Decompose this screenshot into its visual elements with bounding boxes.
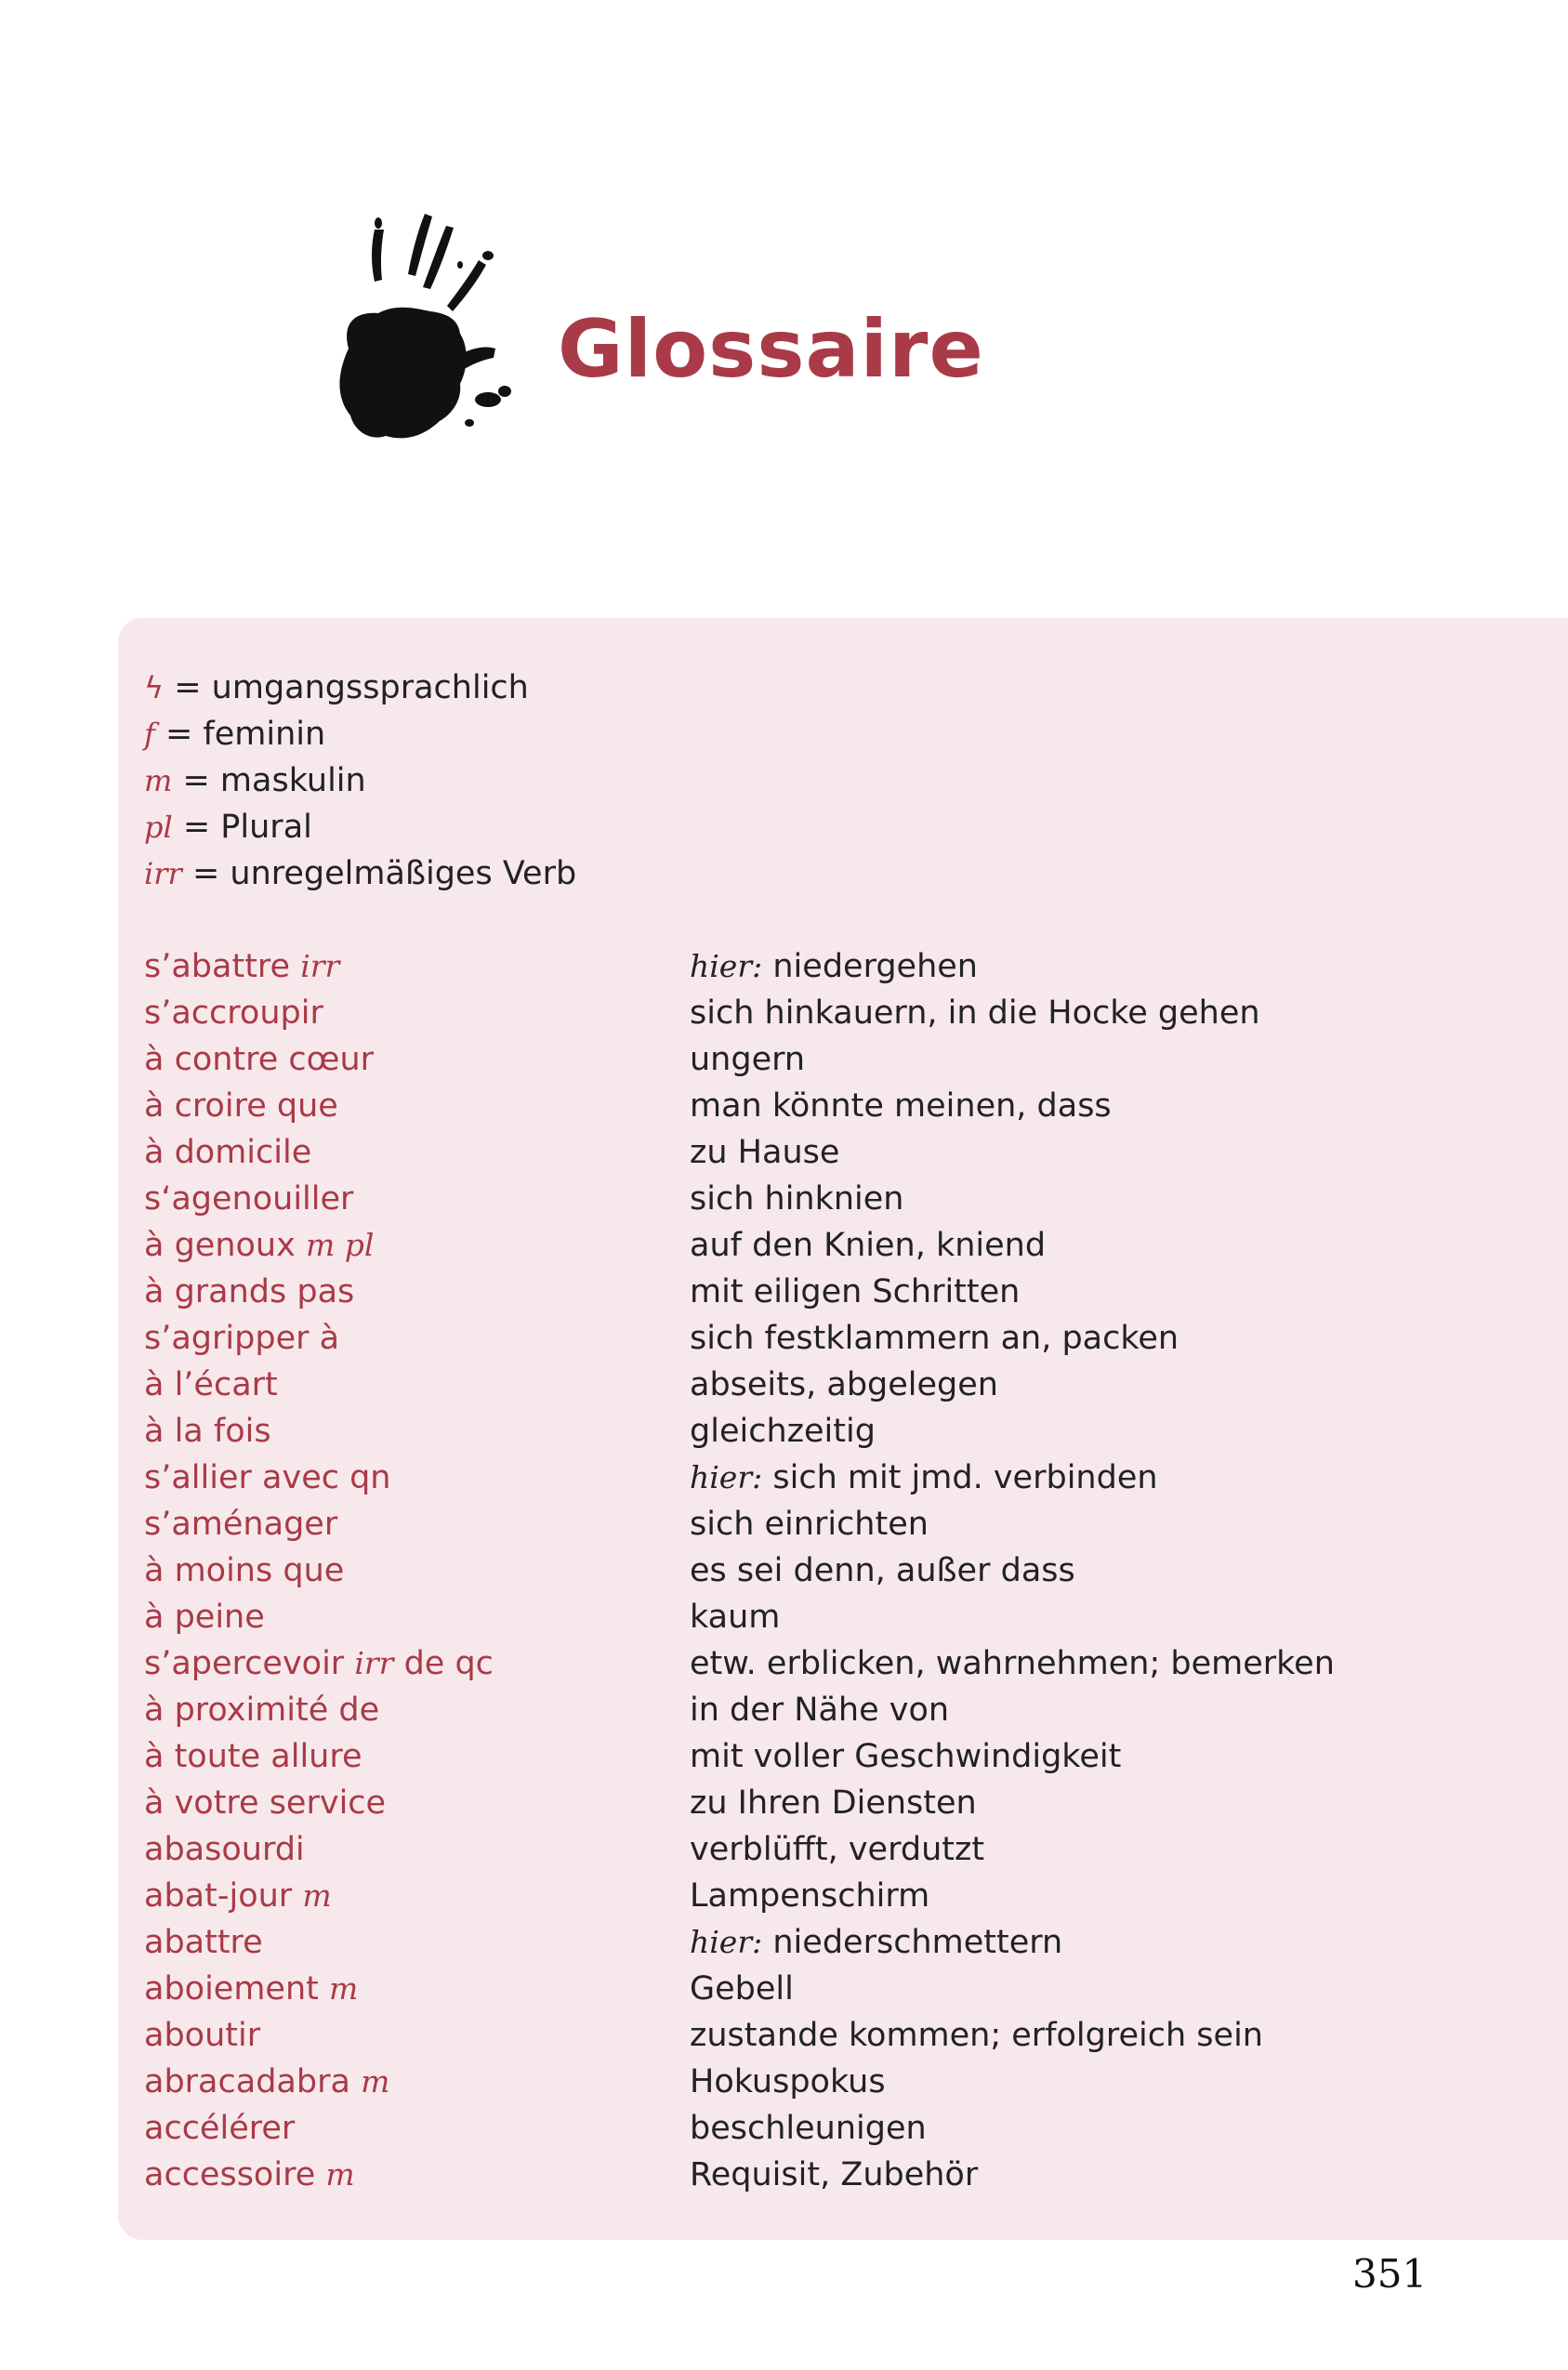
translation-text: gleichzeitig bbox=[690, 1413, 876, 1450]
glossary-entry bbox=[144, 1083, 1445, 1129]
abbreviation-legend bbox=[144, 665, 576, 897]
german-translation bbox=[690, 943, 978, 990]
german-translation bbox=[690, 1083, 1112, 1129]
glossary-entry bbox=[144, 1315, 1445, 1362]
term-text: à contre cœur bbox=[144, 1041, 375, 1078]
legend-text: = feminin bbox=[154, 716, 326, 753]
french-term bbox=[144, 1315, 339, 1362]
grammar-label: irr bbox=[300, 948, 340, 984]
term-text: s’agripper à bbox=[144, 1320, 340, 1357]
translation-text: mit eiligen Schritten bbox=[690, 1273, 1021, 1310]
german-translation bbox=[690, 2059, 886, 2105]
term-text: à toute allure bbox=[144, 1738, 362, 1775]
term-text: s‘agenouiller bbox=[144, 1180, 354, 1218]
term-text: à domicile bbox=[144, 1134, 312, 1171]
translation-text: sich einrichten bbox=[690, 1506, 929, 1543]
translation-text: zu Hause bbox=[690, 1134, 840, 1171]
glossary-entry bbox=[144, 1594, 1445, 1640]
context-label: hier: bbox=[690, 1924, 763, 1960]
french-term bbox=[144, 1873, 332, 1919]
german-translation bbox=[690, 1687, 949, 1733]
legend-abbr: f bbox=[144, 717, 155, 752]
german-translation bbox=[690, 990, 1260, 1036]
legend-text: = unregelmäßiges Verb bbox=[181, 855, 577, 892]
grammar-label: m bbox=[325, 2156, 355, 2192]
french-term bbox=[144, 1919, 263, 1966]
legend-text: = Plural bbox=[172, 809, 312, 846]
term-suffix: de qc bbox=[403, 1645, 494, 1682]
french-term bbox=[144, 1408, 271, 1455]
translation-text: sich mit jmd. verbinden bbox=[772, 1459, 1158, 1496]
term-text: accessoire bbox=[144, 2156, 316, 2193]
colloquial-icon: ϟ bbox=[144, 670, 165, 705]
translation-text: Lampenschirm bbox=[690, 1877, 930, 1915]
german-translation bbox=[690, 2105, 927, 2152]
glossary-entry bbox=[144, 1362, 1445, 1408]
french-term bbox=[144, 1129, 311, 1176]
term-text: accélérer bbox=[144, 2110, 296, 2147]
german-translation bbox=[690, 1455, 1158, 1501]
german-translation bbox=[690, 1640, 1335, 1687]
page-number: 351 bbox=[1352, 2251, 1428, 2297]
glossary-entry bbox=[144, 2105, 1445, 2152]
legend-text: = maskulin bbox=[172, 762, 366, 799]
grammar-label: m bbox=[361, 2063, 390, 2100]
context-label: hier: bbox=[690, 948, 763, 984]
term-text: à la fois bbox=[144, 1413, 271, 1450]
term-text: abasourdi bbox=[144, 1831, 305, 1868]
german-translation bbox=[690, 1129, 839, 1176]
translation-text: es sei denn, außer dass bbox=[690, 1552, 1075, 1589]
german-translation bbox=[690, 1315, 1179, 1362]
translation-text: Requisit, Zubehör bbox=[690, 2156, 979, 2193]
glossary-entry bbox=[144, 2059, 1445, 2105]
term-text: s’aménager bbox=[144, 1506, 338, 1543]
glossary-entry bbox=[144, 1547, 1445, 1594]
term-text: s’allier avec qn bbox=[144, 1459, 391, 1496]
german-translation bbox=[690, 1408, 876, 1455]
glossary-entry bbox=[144, 1036, 1445, 1083]
german-translation bbox=[690, 1966, 794, 2012]
translation-text: niederschmettern bbox=[772, 1924, 1063, 1961]
french-term bbox=[144, 990, 323, 1036]
german-translation bbox=[690, 1919, 1062, 1966]
legend-text: = umgangssprachlich bbox=[164, 669, 529, 706]
grammar-label: m pl bbox=[305, 1227, 375, 1263]
translation-text: zu Ihren Diensten bbox=[690, 1784, 977, 1822]
german-translation bbox=[690, 1826, 984, 1873]
translation-text: sich hinkauern, in die Hocke gehen bbox=[690, 994, 1260, 1032]
french-term bbox=[144, 1455, 391, 1501]
grammar-label: m bbox=[302, 1877, 332, 1914]
translation-text: zustande kommen; erfolgreich sein bbox=[690, 2017, 1263, 2054]
german-translation bbox=[690, 1733, 1121, 1780]
translation-text: etw. erblicken, wahrnehmen; bemerken bbox=[690, 1645, 1335, 1682]
glossary-entry bbox=[144, 943, 1445, 990]
translation-text: beschleunigen bbox=[690, 2110, 927, 2147]
legend-item bbox=[144, 665, 576, 711]
translation-text: verblüfft, verdutzt bbox=[690, 1831, 985, 1868]
term-text: à grands pas bbox=[144, 1273, 355, 1310]
glossary-entry bbox=[144, 1687, 1445, 1733]
glossary-entry bbox=[144, 1129, 1445, 1176]
french-term bbox=[144, 943, 339, 990]
legend-item bbox=[144, 850, 576, 897]
french-term bbox=[144, 1780, 386, 1826]
term-text: à proximité de bbox=[144, 1692, 380, 1729]
german-translation bbox=[690, 2152, 978, 2198]
german-translation bbox=[690, 1036, 805, 1083]
term-text: aboutir bbox=[144, 2017, 261, 2054]
french-term bbox=[144, 1687, 379, 1733]
term-text: à croire que bbox=[144, 1087, 338, 1125]
glossary-entry bbox=[144, 1269, 1445, 1315]
term-text: abat-jour bbox=[144, 1877, 293, 1915]
glossary-list bbox=[144, 943, 1445, 2198]
french-term bbox=[144, 1733, 362, 1780]
french-term bbox=[144, 2105, 295, 2152]
glossary-entry bbox=[144, 1408, 1445, 1455]
glossary-entry bbox=[144, 1826, 1445, 1873]
page-header bbox=[330, 209, 1074, 460]
term-text: à l’écart bbox=[144, 1366, 278, 1403]
handprint-icon bbox=[330, 209, 558, 451]
glossary-entry bbox=[144, 1873, 1445, 1919]
term-text: à moins que bbox=[144, 1552, 345, 1589]
glossary-entry bbox=[144, 1501, 1445, 1547]
legend-abbr: irr bbox=[144, 856, 182, 891]
term-text: à votre service bbox=[144, 1784, 387, 1822]
grammar-label: irr bbox=[354, 1645, 394, 1681]
term-text: abracadabra bbox=[144, 2063, 350, 2100]
german-translation bbox=[690, 1176, 904, 1222]
german-translation bbox=[690, 2012, 1263, 2059]
term-text: à peine bbox=[144, 1599, 265, 1636]
german-translation bbox=[690, 1547, 1075, 1594]
glossary-entry bbox=[144, 1733, 1445, 1780]
german-translation bbox=[690, 1780, 977, 1826]
glossary-entry bbox=[144, 1222, 1445, 1269]
translation-text: ungern bbox=[690, 1041, 806, 1078]
french-term bbox=[144, 2012, 260, 2059]
translation-text: Gebell bbox=[690, 1970, 794, 2008]
french-term bbox=[144, 1547, 344, 1594]
french-term bbox=[144, 1036, 374, 1083]
glossary-entry bbox=[144, 1780, 1445, 1826]
translation-text: abseits, abgelegen bbox=[690, 1366, 998, 1403]
legend-item bbox=[144, 711, 576, 757]
glossary-entry bbox=[144, 1966, 1445, 2012]
french-term bbox=[144, 1269, 354, 1315]
translation-text: in der Nähe von bbox=[690, 1692, 950, 1729]
french-term bbox=[144, 1640, 494, 1687]
legend-abbr: pl bbox=[144, 810, 173, 845]
legend-abbr: m bbox=[144, 763, 173, 798]
french-term bbox=[144, 2059, 389, 2105]
french-term bbox=[144, 1826, 305, 1873]
term-text: abattre bbox=[144, 1924, 263, 1961]
translation-text: niedergehen bbox=[772, 948, 978, 985]
translation-text: Hokuspokus bbox=[690, 2063, 886, 2100]
french-term bbox=[144, 1594, 265, 1640]
legend-item bbox=[144, 757, 576, 804]
glossary-entry bbox=[144, 990, 1445, 1036]
german-translation bbox=[690, 1222, 1046, 1269]
german-translation bbox=[690, 1269, 1020, 1315]
german-translation bbox=[690, 1594, 780, 1640]
french-term bbox=[144, 2152, 355, 2198]
french-term bbox=[144, 1222, 374, 1269]
translation-text: auf den Knien, kniend bbox=[690, 1227, 1047, 1264]
term-text: s’abattre bbox=[144, 948, 291, 985]
glossary-entry bbox=[144, 1919, 1445, 1966]
term-text: s’accroupir bbox=[144, 994, 323, 1032]
translation-text: kaum bbox=[690, 1599, 781, 1636]
legend-item bbox=[144, 804, 576, 850]
translation-text: sich festklammern an, packen bbox=[690, 1320, 1179, 1357]
french-term bbox=[144, 1966, 358, 2012]
glossary-entry bbox=[144, 1455, 1445, 1501]
german-translation bbox=[690, 1501, 929, 1547]
glossary-entry bbox=[144, 2152, 1445, 2198]
translation-text: man könnte meinen, dass bbox=[690, 1087, 1112, 1125]
grammar-label: m bbox=[329, 1970, 359, 2007]
german-translation bbox=[690, 1362, 998, 1408]
french-term bbox=[144, 1362, 278, 1408]
french-term bbox=[144, 1501, 337, 1547]
term-text: aboiement bbox=[144, 1970, 319, 2008]
term-text: s’apercevoir bbox=[144, 1645, 345, 1682]
german-translation bbox=[690, 1873, 929, 1919]
glossary-entry bbox=[144, 2012, 1445, 2059]
page-title: Glossaire bbox=[558, 303, 984, 396]
term-text: à genoux bbox=[144, 1227, 296, 1264]
glossary-entry bbox=[144, 1640, 1445, 1687]
translation-text: mit voller Geschwindigkeit bbox=[690, 1738, 1122, 1775]
glossary-entry bbox=[144, 1176, 1445, 1222]
context-label: hier: bbox=[690, 1459, 763, 1495]
translation-text: sich hinknien bbox=[690, 1180, 904, 1218]
french-term bbox=[144, 1083, 338, 1129]
french-term bbox=[144, 1176, 353, 1222]
